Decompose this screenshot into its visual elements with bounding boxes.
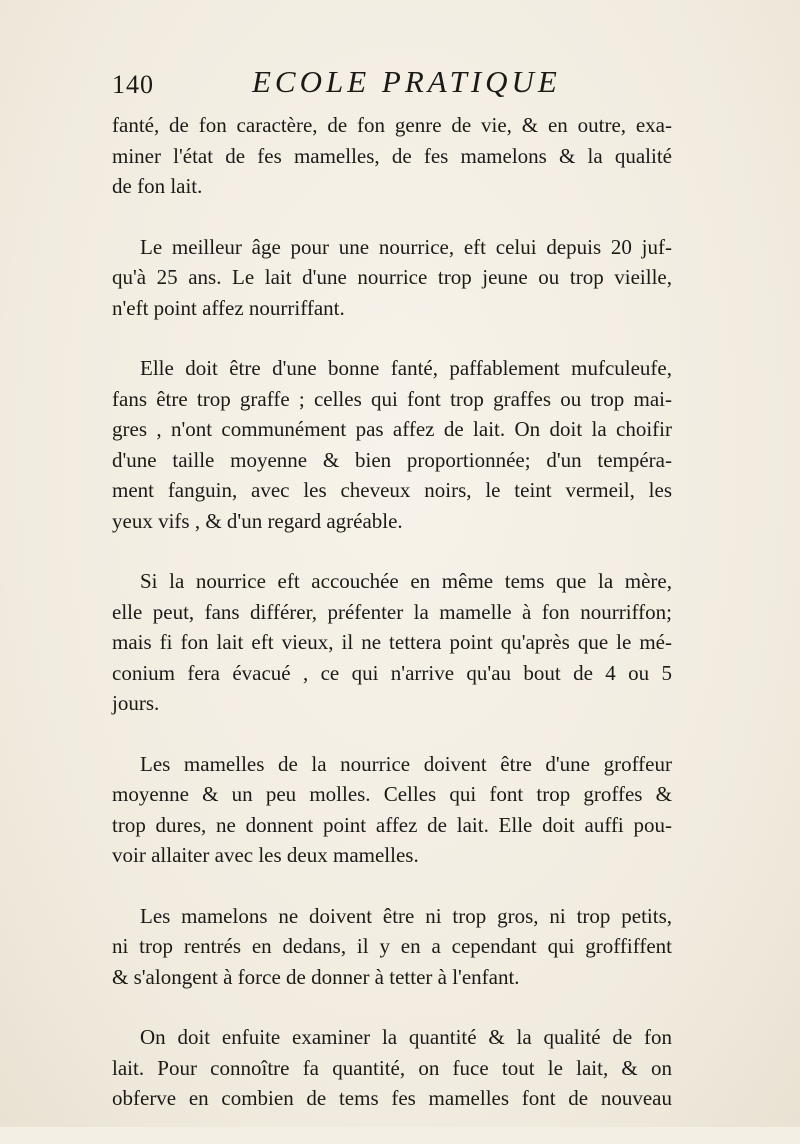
text-line: Si la nourrice eft accouchée en même tems que la mère, xyxy=(140,569,672,593)
text-line: ni trop rentrés en dedans, il y en a cependant qui groffiffent xyxy=(112,934,672,958)
paragraph-health-examination xyxy=(112,110,672,202)
text-line: yeux vifs , & d'un regard agréable. xyxy=(112,508,403,533)
text-line: d'une taille moyenne & bien proportionnée; d'un tempéra- xyxy=(112,447,672,472)
text-line: fanté, de fon caractère, de fon genre de vie, & en outre, exa- xyxy=(112,113,672,137)
text-line: ment fanguin, avec les cheveux noirs, le teint vermeil, les xyxy=(112,478,672,502)
text-line: Les mamelles de la nourrice doivent être d'une groffeur xyxy=(140,751,672,776)
page-header xyxy=(112,64,720,104)
paragraph-delivery-time xyxy=(112,566,672,719)
text-line: lait. Pour connoître fa quantité, on fuce tout le lait, & on xyxy=(112,1055,672,1080)
text-line: Les mamelons ne doivent être ni trop gros, ni trop petits, xyxy=(140,903,672,928)
paragraph-best-age xyxy=(112,232,672,324)
paragraph-good-health xyxy=(112,353,672,536)
text-line: & s'alongent à force de donner à tetter à l'enfant. xyxy=(112,964,520,989)
paragraph-breasts xyxy=(112,749,672,871)
text-line: gres , n'ont communément pas affez de lait. On doit la choifir xyxy=(112,417,672,441)
text-line: conium fera évacué , ce qui n'arrive qu'au bout de 4 ou 5 xyxy=(112,660,672,685)
text-line: Elle doit être d'une bonne fanté, paffablement mufculeufe, xyxy=(140,356,672,380)
text-line: obferve en combien de tems fes mamelles font de nouveau xyxy=(112,1086,672,1110)
page-number: 140 xyxy=(112,70,154,99)
body-text xyxy=(112,110,672,1144)
text-line: On doit enfuite examiner la quantité & la qualité de fon xyxy=(140,1025,672,1049)
text-line: elle peut, fans différer, préfenter la mamelle à fon nourriffon; xyxy=(112,599,672,624)
running-title: ECOLE PRATIQUE xyxy=(252,64,561,99)
paragraph-nipples xyxy=(112,901,672,993)
text-line: n'eft point affez nourriffant. xyxy=(112,295,345,320)
text-line: qu'à 25 ans. Le lait d'une nourrice trop jeune ou trop vieille, xyxy=(112,265,672,289)
text-line: voir allaiter avec les deux mamelles. xyxy=(112,843,419,867)
text-line: miner l'état de fes mamelles, de fes mamelons & la qualité xyxy=(112,143,672,168)
text-line: jours. xyxy=(112,691,160,715)
text-line: trop dures, ne donnent point affez de lait. Elle doit auffi pou- xyxy=(112,812,672,837)
text-line: de fon lait. xyxy=(112,174,203,198)
text-line: fans être trop graffe ; celles qui font trop graffes ou trop mai- xyxy=(112,386,672,411)
text-line: Le meilleur âge pour une nourrice, eft celui depuis 20 juf- xyxy=(140,234,672,259)
paragraph-milk-quantity xyxy=(112,1022,672,1114)
text-line: mais fi fon lait eft vieux, il ne tettera point qu'après que le mé- xyxy=(112,630,672,654)
text-line: moyenne & un peu molles. Celles qui font trop groffes & xyxy=(112,782,672,806)
